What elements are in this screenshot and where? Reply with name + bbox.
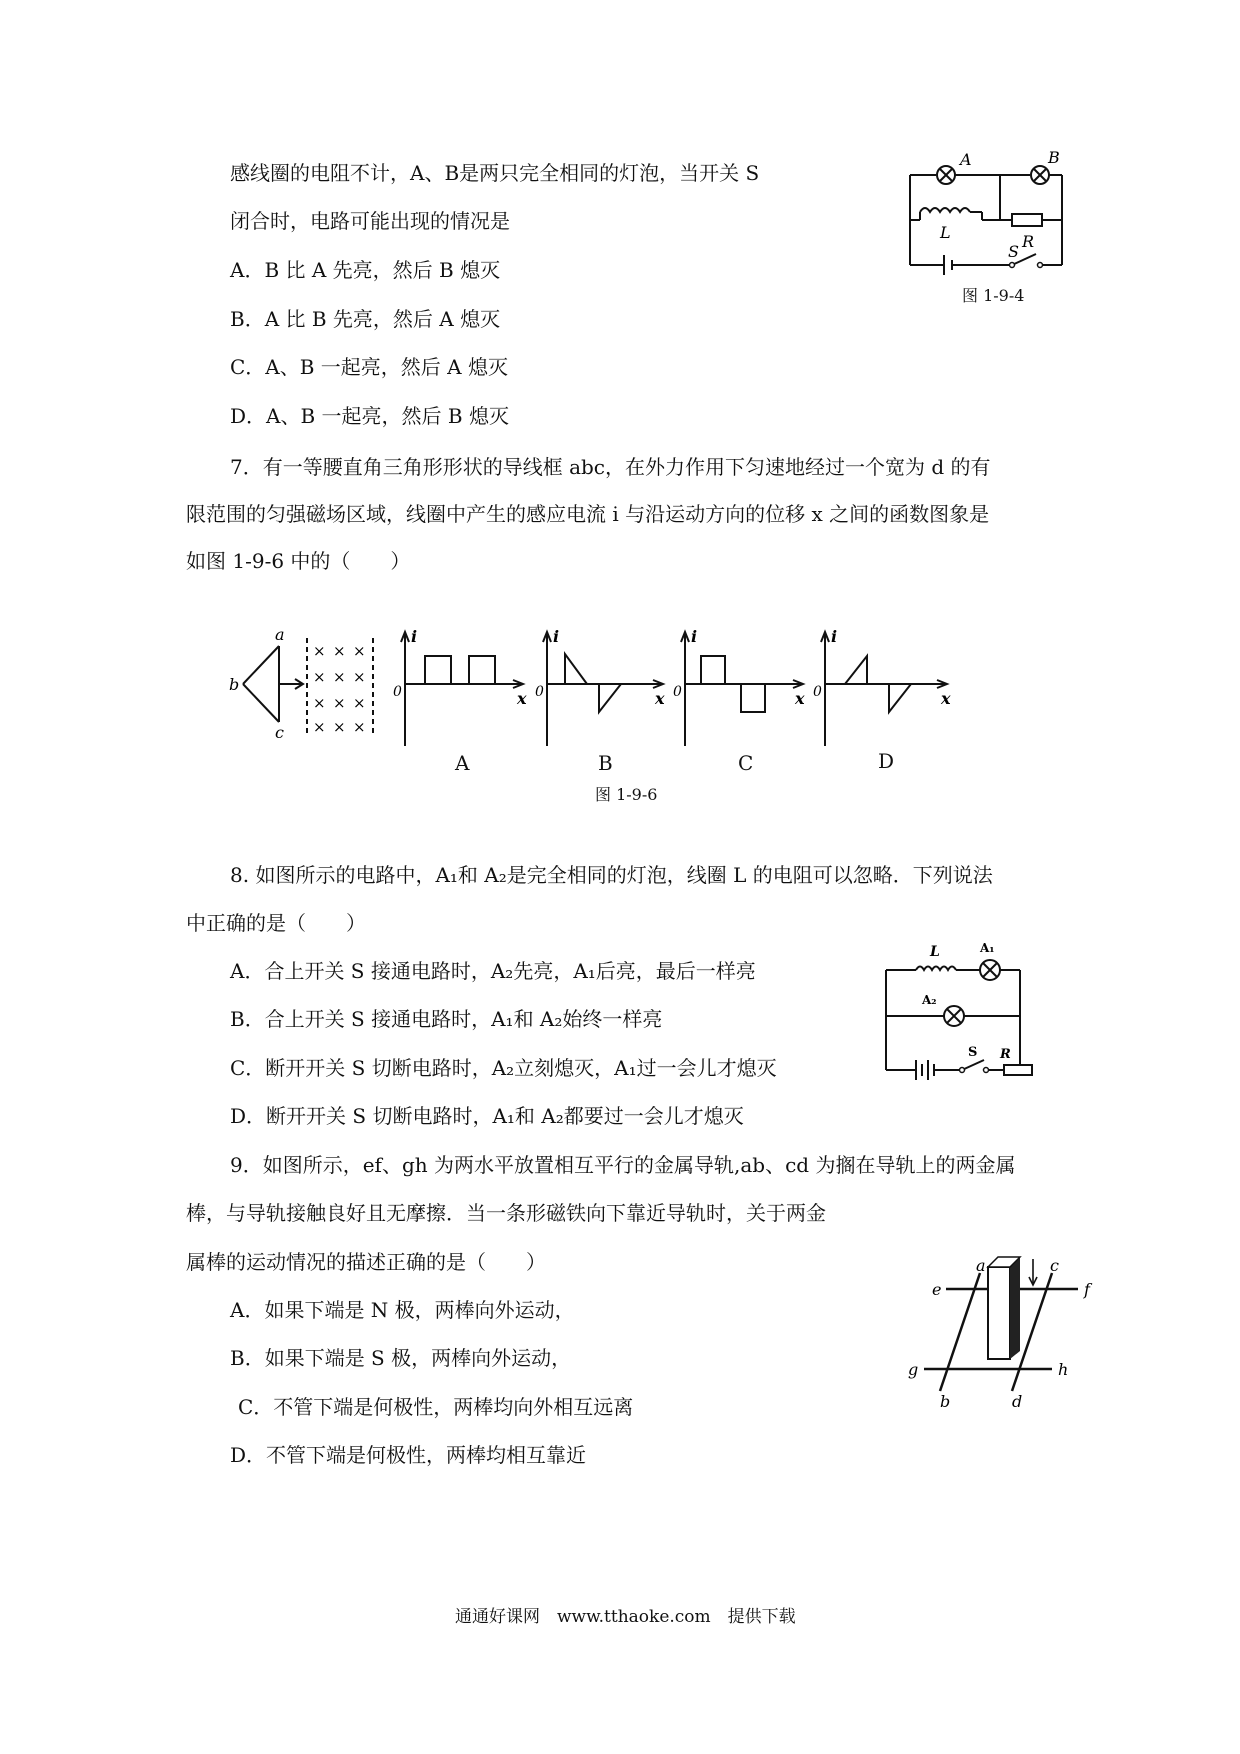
q9-label-b: b xyxy=(940,1392,951,1411)
q9-label-a: a xyxy=(976,1256,986,1275)
svg-text:×: × xyxy=(333,668,346,686)
label-inductor-l: L xyxy=(940,223,951,242)
q7-text-line3: 如图 1-9-6 中的（ ） xyxy=(186,549,411,573)
q8-option-b: B．合上开关 S 接通电路时，A₁和 A₂始终一样亮 xyxy=(230,1007,663,1031)
svg-text:×: × xyxy=(313,642,326,660)
svg-text:x: x xyxy=(517,689,527,708)
triangle-label-a: a xyxy=(275,625,285,644)
q7-text-line1: 7．有一等腰直角三角形形状的导线框 abc，在外力作用下匀速地经过一个宽为 d 的有 xyxy=(230,455,991,479)
q9-text-line3: 属棒的运动情况的描述正确的是（ ） xyxy=(186,1250,546,1274)
q8-label-l: L xyxy=(930,944,940,960)
svg-text:x: x xyxy=(941,689,951,708)
triangle-label-c: c xyxy=(275,723,284,742)
graph-label-c: C xyxy=(738,751,754,775)
figure-q9-rails xyxy=(900,1255,1100,1411)
label-switch-s: S xyxy=(1008,242,1019,261)
q8-option-a: A．合上开关 S 接通电路时，A₂先亮，A₁后亮，最后一样亮 xyxy=(230,959,756,983)
q8-label-s: S xyxy=(968,1045,978,1060)
label-lamp-a: A xyxy=(960,150,972,169)
graph-label-b: B xyxy=(598,751,613,775)
q9-option-d: D．不管下端是何极性，两棒均相互靠近 xyxy=(230,1443,587,1467)
svg-text:x: x xyxy=(655,689,665,708)
graph-label-d: D xyxy=(878,749,895,773)
caption-1-9-4: 图 1-9-4 xyxy=(962,286,1025,305)
q6-text-line2: 闭合时，电路可能出现的情况是 xyxy=(230,209,510,233)
q7-text-line2: 限范围的匀强磁场区域，线圈中产生的感应电流 i 与沿运动方向的位移 x 之间的函数图象是 xyxy=(186,502,990,526)
svg-text:0: 0 xyxy=(393,684,402,700)
label-resistor-r: R xyxy=(1022,232,1035,251)
svg-text:×: × xyxy=(313,668,326,686)
q8-label-a2: A₂ xyxy=(922,993,937,1007)
svg-text:×: × xyxy=(353,718,366,736)
q9-label-d: d xyxy=(1012,1392,1023,1411)
graph-c xyxy=(673,627,805,746)
q6-option-b: B．A 比 B 先亮，然后 A 熄灭 xyxy=(230,307,501,331)
svg-text:×: × xyxy=(333,718,346,736)
q9-label-f: f xyxy=(1084,1280,1090,1299)
svg-text:×: × xyxy=(333,694,346,712)
svg-text:×: × xyxy=(333,642,346,660)
svg-text:0: 0 xyxy=(813,684,822,700)
graph-b xyxy=(535,627,665,746)
graph-d xyxy=(813,627,951,746)
q6-option-a: A．B 比 A 先亮，然后 B 熄灭 xyxy=(230,258,501,282)
q9-label-e: e xyxy=(932,1280,942,1299)
graph-a xyxy=(393,627,527,746)
graphs-1-9-6 xyxy=(225,618,965,768)
triangle-label-b: b xyxy=(229,675,240,694)
svg-text:x: x xyxy=(795,689,805,708)
svg-text:i: i xyxy=(691,627,698,646)
q9-text-line1: 9．如图所示，ef、gh 为两水平放置相互平行的金属导轨,ab、cd 为搁在导轨上的两金属 xyxy=(230,1153,1016,1177)
page-footer: 通通好课网 www.tthaoke.com 提供下载 xyxy=(455,1607,796,1627)
svg-text:i: i xyxy=(411,627,418,646)
figure-1-9-4 xyxy=(900,150,1080,265)
figure-q8-circuit xyxy=(880,940,1040,1080)
q8-text-line2: 中正确的是（ ） xyxy=(186,911,366,935)
circuit-1-9-4 xyxy=(900,150,1080,265)
svg-text:i: i xyxy=(831,627,838,646)
svg-text:i: i xyxy=(553,627,560,646)
q9-option-b: B．如果下端是 S 极，两棒向外运动， xyxy=(230,1346,572,1370)
svg-text:×: × xyxy=(353,668,366,686)
svg-text:×: × xyxy=(353,694,366,712)
magnetic-field-region xyxy=(313,642,366,736)
q9-label-c: c xyxy=(1050,1256,1059,1275)
svg-text:0: 0 xyxy=(535,684,544,700)
caption-1-9-6: 图 1-9-6 xyxy=(595,785,658,804)
q6-option-d: D．A、B 一起亮，然后 B 熄灭 xyxy=(230,404,509,428)
q6-text-line1: 感线圈的电阻不计，A、B是两只完全相同的灯泡，当开关 S xyxy=(230,161,760,185)
rails-diagram-q9 xyxy=(900,1255,1100,1411)
graph-label-a: A xyxy=(455,751,470,775)
q8-text-line1: 8. 如图所示的电路中，A₁和 A₂是完全相同的灯泡，线圈 L 的电阻可以忽略．下列说法 xyxy=(230,863,993,887)
q9-label-h: h xyxy=(1058,1360,1069,1379)
bar-magnet xyxy=(988,1257,1020,1359)
q9-label-g: g xyxy=(908,1360,919,1379)
q8-label-a1: A₁ xyxy=(980,941,995,955)
q9-text-line2: 棒，与导轨接触良好且无摩擦．当一条形磁铁向下靠近导轨时，关于两金 xyxy=(186,1201,826,1225)
svg-text:×: × xyxy=(353,642,366,660)
label-lamp-b: B xyxy=(1048,148,1060,167)
q9-option-a: A．如果下端是 N 极，两棒向外运动， xyxy=(230,1298,575,1322)
q8-label-r: R xyxy=(1000,1047,1011,1062)
figure-1-9-6 xyxy=(225,618,965,768)
q8-option-d: D．断开开关 S 切断电路时，A₁和 A₂都要过一会儿才熄灭 xyxy=(230,1104,744,1128)
svg-text:0: 0 xyxy=(673,684,682,700)
svg-text:×: × xyxy=(313,694,326,712)
q9-option-c: C．不管下端是何极性，两棒均向外相互远离 xyxy=(238,1395,634,1419)
q8-option-c: C．断开开关 S 切断电路时，A₂立刻熄灭，A₁过一会儿才熄灭 xyxy=(230,1056,777,1080)
svg-text:×: × xyxy=(313,718,326,736)
q6-option-c: C．A、B 一起亮，然后 A 熄灭 xyxy=(230,355,508,379)
circuit-q8 xyxy=(880,940,1040,1080)
